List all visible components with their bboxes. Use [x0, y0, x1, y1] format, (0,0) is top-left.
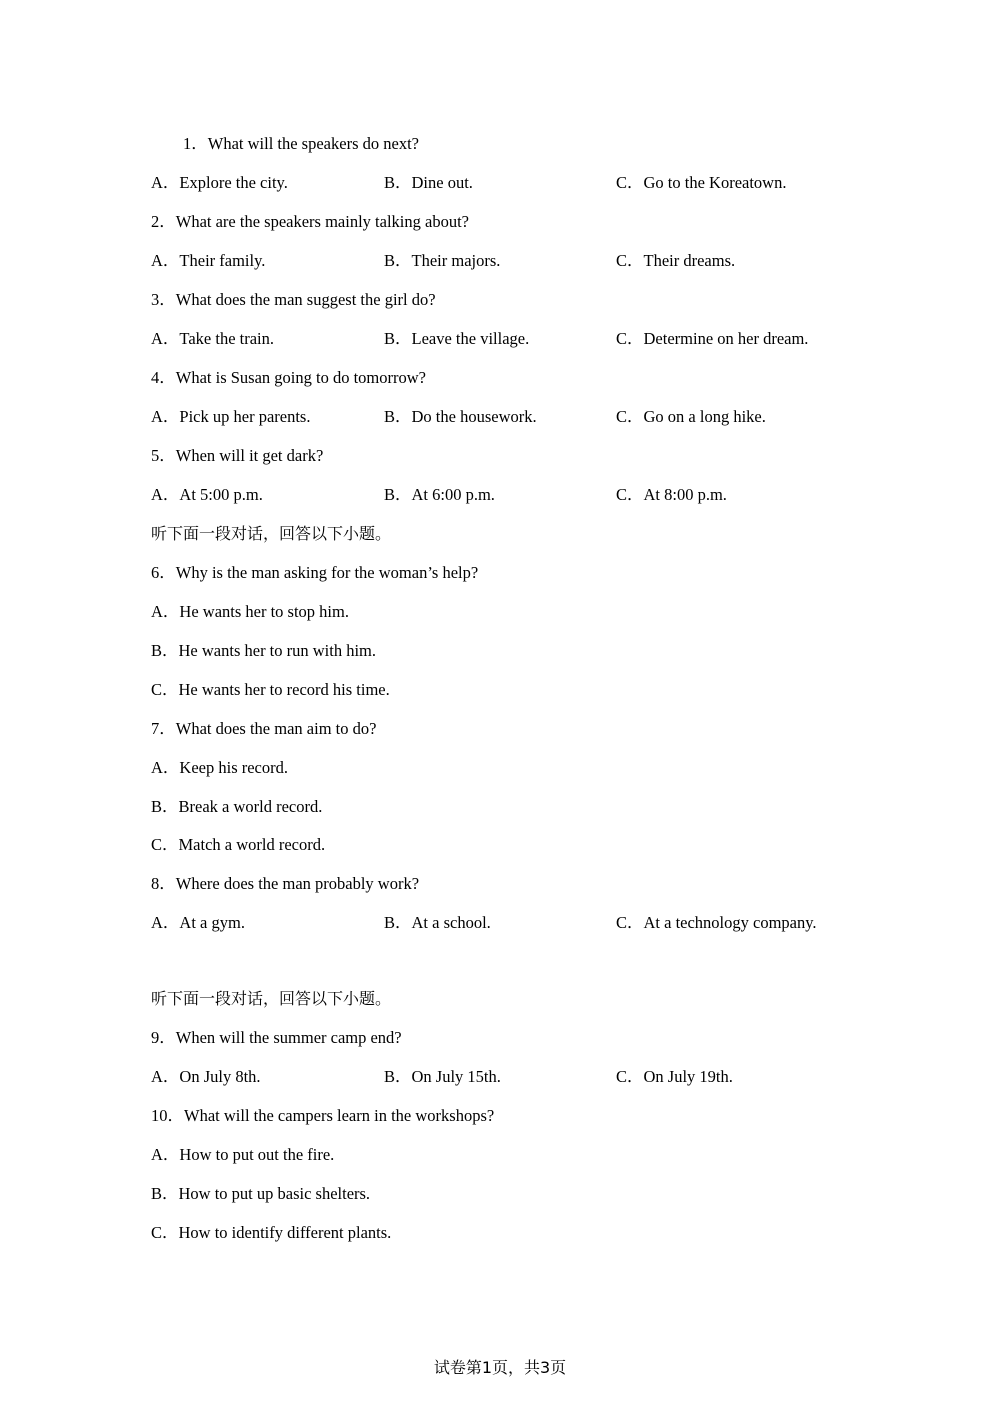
question-4	[0, 366, 1000, 390]
option-a: A．Keep his record.	[151, 758, 288, 777]
question-4-options	[0, 405, 1000, 429]
option-b: B．He wants her to run with him.	[151, 641, 377, 660]
question-5-stem: 5．When will it get dark?	[151, 446, 324, 465]
option-a: A．Their family.	[151, 251, 266, 270]
question-1-options	[0, 171, 1000, 195]
option-b: B．How to put up basic shelters.	[151, 1184, 371, 1203]
option-b: B．Dine out.	[384, 173, 473, 192]
question-7-option-c	[0, 833, 1000, 857]
option-a: A．Pick up her parents.	[151, 407, 311, 426]
option-a: A．He wants her to stop him.	[151, 602, 349, 621]
option-b: B．Leave the village.	[384, 329, 530, 348]
question-1-stem: 1．What will the speakers do next?	[183, 134, 419, 153]
question-7	[0, 717, 1000, 741]
question-3-stem: 3．What does the man suggest the girl do?	[151, 290, 436, 309]
option-a: A．On July 8th.	[151, 1067, 261, 1086]
question-8-options	[0, 911, 1000, 935]
question-2-stem: 2．What are the speakers mainly talking about?	[151, 212, 469, 231]
question-2-options	[0, 249, 1000, 273]
question-4-stem: 4．What is Susan going to do tomorrow?	[151, 368, 426, 387]
option-c: C．How to identify different plants.	[151, 1223, 392, 1242]
question-9-stem: 9．When will the summer camp end?	[151, 1028, 402, 1047]
option-c: C．At a technology company.	[616, 913, 817, 932]
question-10-option-c	[0, 1221, 1000, 1245]
page-footer: 试卷第1页，共3页	[433, 1358, 567, 1377]
question-3	[0, 288, 1000, 312]
question-10-stem: 10．What will the campers learn in the workshops?	[151, 1106, 495, 1125]
question-2	[0, 210, 1000, 234]
option-a: A．At 5:00 p.m.	[151, 485, 263, 504]
option-b: B．Their majors.	[384, 251, 501, 270]
question-6	[0, 561, 1000, 585]
option-a: A．How to put out the fire.	[151, 1145, 335, 1164]
section-instruction-1	[0, 522, 1000, 546]
question-6-option-a	[0, 600, 1000, 624]
option-c: C．Match a world record.	[151, 835, 326, 854]
question-5-options	[0, 483, 1000, 507]
question-9-options	[0, 1065, 1000, 1089]
question-6-option-b	[0, 639, 1000, 663]
option-c: C．Determine on her dream.	[616, 329, 809, 348]
option-a: A．Take the train.	[151, 329, 275, 348]
question-8-stem: 8．Where does the man probably work?	[151, 874, 420, 893]
option-b: B．On July 15th.	[384, 1067, 501, 1086]
section-instruction-2	[0, 987, 1000, 1011]
question-8	[0, 872, 1000, 896]
question-1	[0, 132, 1000, 156]
question-10-option-a	[0, 1143, 1000, 1167]
option-b: B．Break a world record.	[151, 797, 323, 816]
question-6-stem: 6．Why is the man asking for the woman’s help?	[151, 563, 479, 582]
option-c: C．Go to the Koreatown.	[616, 173, 787, 192]
question-7-option-b	[0, 795, 1000, 819]
question-6-option-c	[0, 678, 1000, 702]
option-a: A．At a gym.	[151, 913, 245, 932]
question-5	[0, 444, 1000, 468]
question-9	[0, 1026, 1000, 1050]
option-c: C．Their dreams.	[616, 251, 736, 270]
question-10	[0, 1104, 1000, 1128]
option-b: B．At 6:00 p.m.	[384, 485, 495, 504]
option-b: B．Do the housework.	[384, 407, 537, 426]
option-b: B．At a school.	[384, 913, 491, 932]
option-c: C．Go on a long hike.	[616, 407, 766, 426]
question-3-options	[0, 327, 1000, 351]
question-10-option-b	[0, 1182, 1000, 1206]
option-c: C．He wants her to record his time.	[151, 680, 390, 699]
option-c: C．At 8:00 p.m.	[616, 485, 727, 504]
section-instruction-text: 听下面一段对话，回答以下小题。	[151, 524, 392, 543]
section-instruction-text: 听下面一段对话，回答以下小题。	[151, 989, 392, 1008]
option-c: C．On July 19th.	[616, 1067, 733, 1086]
option-a: A．Explore the city.	[151, 173, 288, 192]
question-7-stem: 7．What does the man aim to do?	[151, 719, 377, 738]
question-7-option-a	[0, 756, 1000, 780]
